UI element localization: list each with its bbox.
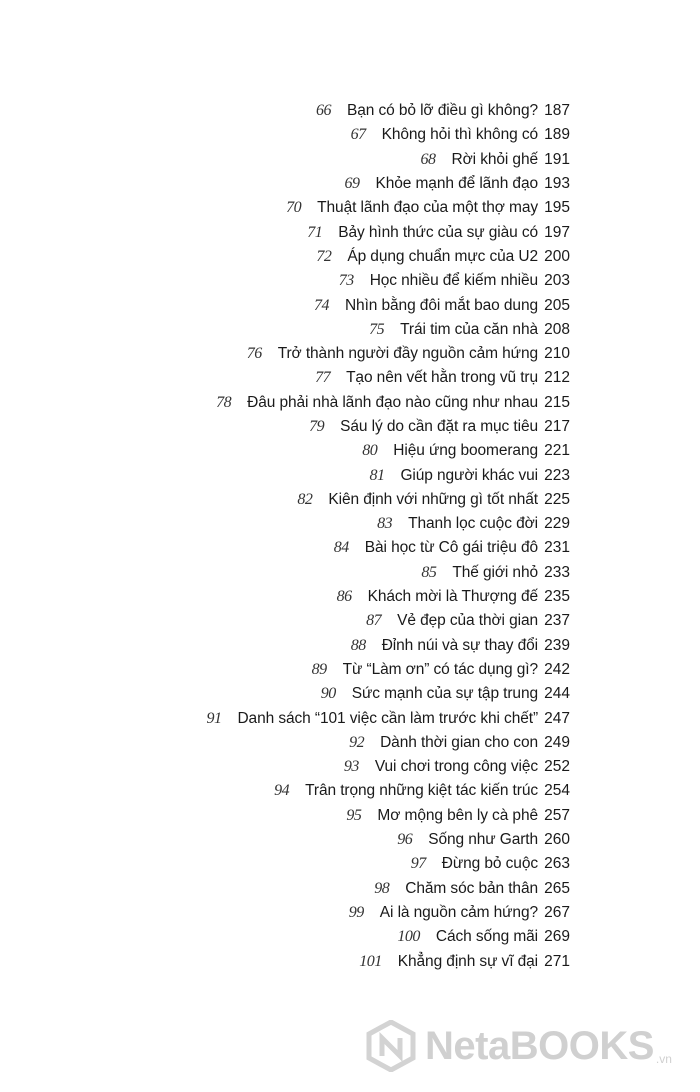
toc-entry-number: 100	[397, 928, 420, 946]
toc-entry	[0, 391, 700, 415]
toc-entry-title: Trở thành người đầy nguồn cảm hứng	[277, 345, 538, 363]
toc-entry-page: 221	[544, 442, 570, 460]
toc-entry-number: 79	[309, 418, 325, 435]
toc-entry	[0, 779, 700, 803]
toc-entry-page: 267	[544, 903, 570, 921]
toc-entry	[0, 512, 700, 536]
table-of-contents	[0, 99, 700, 974]
toc-entry-page: 210	[544, 345, 570, 363]
toc-entry	[0, 706, 700, 730]
toc-entry-title: Hiệu ứng boomerang	[393, 442, 538, 460]
toc-entry-title: Khách mời là Thượng đế	[367, 588, 538, 606]
watermark-domain: .vn	[655, 1052, 672, 1066]
toc-entry	[0, 220, 700, 244]
toc-entry	[0, 731, 700, 755]
toc-entry-page: 247	[544, 709, 570, 727]
toc-entry	[0, 439, 700, 463]
toc-entry	[0, 148, 700, 172]
toc-entry-number: 99	[348, 903, 364, 921]
toc-entry-title: Giúp người khác vui	[400, 466, 538, 484]
toc-entry-number: 96	[397, 831, 413, 849]
toc-entry	[0, 925, 700, 949]
toc-entry-title: Sức mạnh của sự tập trung	[351, 685, 538, 703]
toc-entry-page: 252	[544, 758, 570, 776]
toc-entry-title: Thuật lãnh đạo của một thợ may	[317, 199, 538, 217]
toc-entry-number: 75	[369, 320, 385, 338]
toc-entry-number: 84	[333, 539, 349, 557]
toc-entry-number: 93	[343, 758, 359, 776]
toc-entry-title: Bài học từ Cô gái triệu đô	[364, 539, 538, 557]
toc-entry	[0, 536, 700, 560]
toc-entry-number: 81	[369, 466, 385, 484]
toc-entry	[0, 415, 700, 439]
toc-entry-page: 235	[544, 588, 570, 606]
toc-entry-title: Dành thời gian cho con	[380, 733, 538, 751]
toc-entry-title: Vẻ đẹp của thời gian	[397, 612, 538, 630]
toc-entry	[0, 99, 700, 123]
toc-entry	[0, 561, 700, 585]
toc-entry-page: 191	[544, 150, 570, 168]
toc-entry-number: 85	[421, 563, 437, 581]
toc-entry-page: 265	[544, 879, 570, 897]
watermark-brand: NetaBOOKS	[425, 1023, 654, 1068]
toc-entry-number: 86	[336, 588, 352, 606]
toc-entry-number: 68	[420, 150, 436, 168]
toc-entry	[0, 828, 700, 852]
toc-entry-title: Mơ mộng bên ly cà phê	[377, 806, 538, 824]
toc-entry-page: 208	[544, 320, 570, 338]
toc-entry	[0, 318, 700, 342]
toc-entry-page: 229	[544, 515, 570, 533]
toc-entry	[0, 901, 700, 925]
toc-entry-number: 101	[359, 952, 382, 970]
toc-entry-number: 87	[366, 612, 382, 630]
toc-entry-page: 193	[544, 175, 570, 193]
toc-entry-number: 72	[316, 247, 332, 265]
toc-entry-page: 269	[544, 928, 570, 946]
toc-entry-page: 271	[544, 952, 570, 970]
toc-entry-title: Bạn có bỏ lỡ điều gì không?	[346, 102, 538, 120]
toc-entry-page: 205	[544, 296, 570, 314]
toc-entry	[0, 682, 700, 706]
toc-entry-number: 89	[311, 660, 327, 678]
toc-entry-page: 233	[544, 563, 570, 581]
toc-entry	[0, 585, 700, 609]
toc-entry-title: Không hỏi thì không có	[381, 126, 538, 144]
toc-entry	[0, 609, 700, 633]
toc-entry	[0, 172, 700, 196]
toc-entry-number: 67	[350, 126, 366, 144]
toc-entry-number: 70	[286, 199, 302, 217]
toc-entry	[0, 269, 700, 293]
toc-entry-title: Thanh lọc cuộc đời	[408, 515, 538, 533]
toc-entry	[0, 342, 700, 366]
toc-entry-page: 237	[544, 612, 570, 630]
toc-entry-number: 73	[338, 272, 354, 290]
toc-entry-page: 197	[544, 223, 570, 241]
toc-entry	[0, 463, 700, 487]
toc-entry-number: 90	[320, 685, 336, 703]
toc-entry	[0, 658, 700, 682]
toc-entry-number: 91	[206, 709, 222, 727]
toc-entry	[0, 755, 700, 779]
toc-entry-title: Bảy hình thức của sự giàu có	[338, 223, 538, 241]
toc-entry-title: Ai là nguồn cảm hứng?	[379, 903, 538, 921]
toc-entry	[0, 804, 700, 828]
toc-entry-number: 74	[313, 296, 329, 314]
toc-entry-page: 203	[544, 272, 570, 290]
toc-entry	[0, 366, 700, 390]
toc-entry-title: Đâu phải nhà lãnh đạo nào cũng như nhau	[247, 393, 538, 411]
netabooks-logo-icon	[365, 1020, 417, 1072]
toc-entry	[0, 852, 700, 876]
toc-entry-number: 76	[246, 345, 262, 363]
toc-entry-number: 94	[274, 782, 290, 800]
toc-entry-title: Cách sống mãi	[435, 928, 538, 946]
toc-entry-title: Vui chơi trong công việc	[374, 758, 538, 776]
toc-entry-title: Đừng bỏ cuộc	[441, 855, 538, 873]
toc-entry-title: Trái tim của căn nhà	[400, 320, 538, 338]
toc-entry-page: 225	[544, 490, 570, 508]
toc-entry-page: 195	[544, 199, 570, 217]
toc-entry-number: 77	[315, 369, 331, 387]
toc-entry-number: 71	[307, 223, 323, 241]
toc-entry	[0, 949, 700, 973]
toc-entry-page: 254	[544, 782, 570, 800]
toc-entry-number: 98	[374, 879, 390, 897]
toc-entry-page: 217	[544, 418, 570, 435]
toc-entry-page: 187	[544, 102, 570, 120]
toc-entry	[0, 196, 700, 220]
toc-entry-page: 244	[544, 685, 570, 703]
toc-entry-page: 200	[544, 247, 570, 265]
watermark	[365, 1016, 672, 1076]
toc-entry-title: Tạo nên vết hằn trong vũ trụ	[346, 369, 538, 387]
toc-entry-page: 257	[544, 806, 570, 824]
toc-entry-title: Sáu lý do cần đặt ra mục tiêu	[340, 418, 538, 435]
toc-entry-page: 223	[544, 466, 570, 484]
toc-entry-number: 66	[315, 102, 331, 120]
toc-entry-title: Kiên định với những gì tốt nhất	[328, 490, 538, 508]
toc-entry-number: 88	[350, 636, 366, 654]
toc-entry-title: Thế giới nhỏ	[452, 563, 538, 581]
toc-entry-page: 189	[544, 126, 570, 144]
toc-entry-title: Học nhiều để kiếm nhiều	[369, 272, 538, 290]
toc-entry-number: 83	[377, 515, 393, 533]
toc-entry-page: 215	[544, 393, 570, 411]
toc-entry-page: 212	[544, 369, 570, 387]
toc-entry-number: 80	[362, 442, 378, 460]
toc-entry-number: 69	[344, 175, 360, 193]
toc-entry-page: 249	[544, 733, 570, 751]
toc-entry-page: 260	[544, 831, 570, 849]
toc-entry-title: Sống như Garth	[428, 831, 538, 849]
toc-entry	[0, 877, 700, 901]
toc-entry-page: 242	[544, 660, 570, 678]
toc-entry	[0, 245, 700, 269]
toc-entry-number: 82	[297, 490, 313, 508]
toc-entry-title: Trân trọng những kiệt tác kiến trúc	[305, 782, 538, 800]
toc-entry	[0, 634, 700, 658]
toc-entry-number: 92	[349, 733, 365, 751]
toc-entry-title: Áp dụng chuẩn mực của U2	[347, 247, 538, 265]
toc-entry-title: Nhìn bằng đôi mắt bao dung	[344, 296, 538, 314]
toc-entry-title: Từ “Làm ơn” có tác dụng gì?	[342, 660, 538, 678]
toc-entry-number: 78	[216, 393, 232, 411]
toc-entry-number: 95	[346, 806, 362, 824]
toc-entry-title: Danh sách “101 việc cần làm trước khi chết”	[237, 709, 538, 727]
toc-entry	[0, 488, 700, 512]
toc-entry-title: Rời khỏi ghế	[451, 150, 538, 168]
toc-entry	[0, 123, 700, 147]
toc-entry-title: Đỉnh núi và sự thay đổi	[381, 636, 538, 654]
toc-entry-page: 231	[544, 539, 570, 557]
toc-entry-page: 239	[544, 636, 570, 654]
toc-entry-page: 263	[544, 855, 570, 873]
toc-entry-title: Khẳng định sự vĩ đại	[397, 952, 538, 970]
toc-entry-title: Khỏe mạnh để lãnh đạo	[375, 175, 538, 193]
toc-entry	[0, 293, 700, 317]
toc-entry-title: Chăm sóc bản thân	[405, 879, 538, 897]
toc-entry-number: 97	[410, 855, 426, 873]
